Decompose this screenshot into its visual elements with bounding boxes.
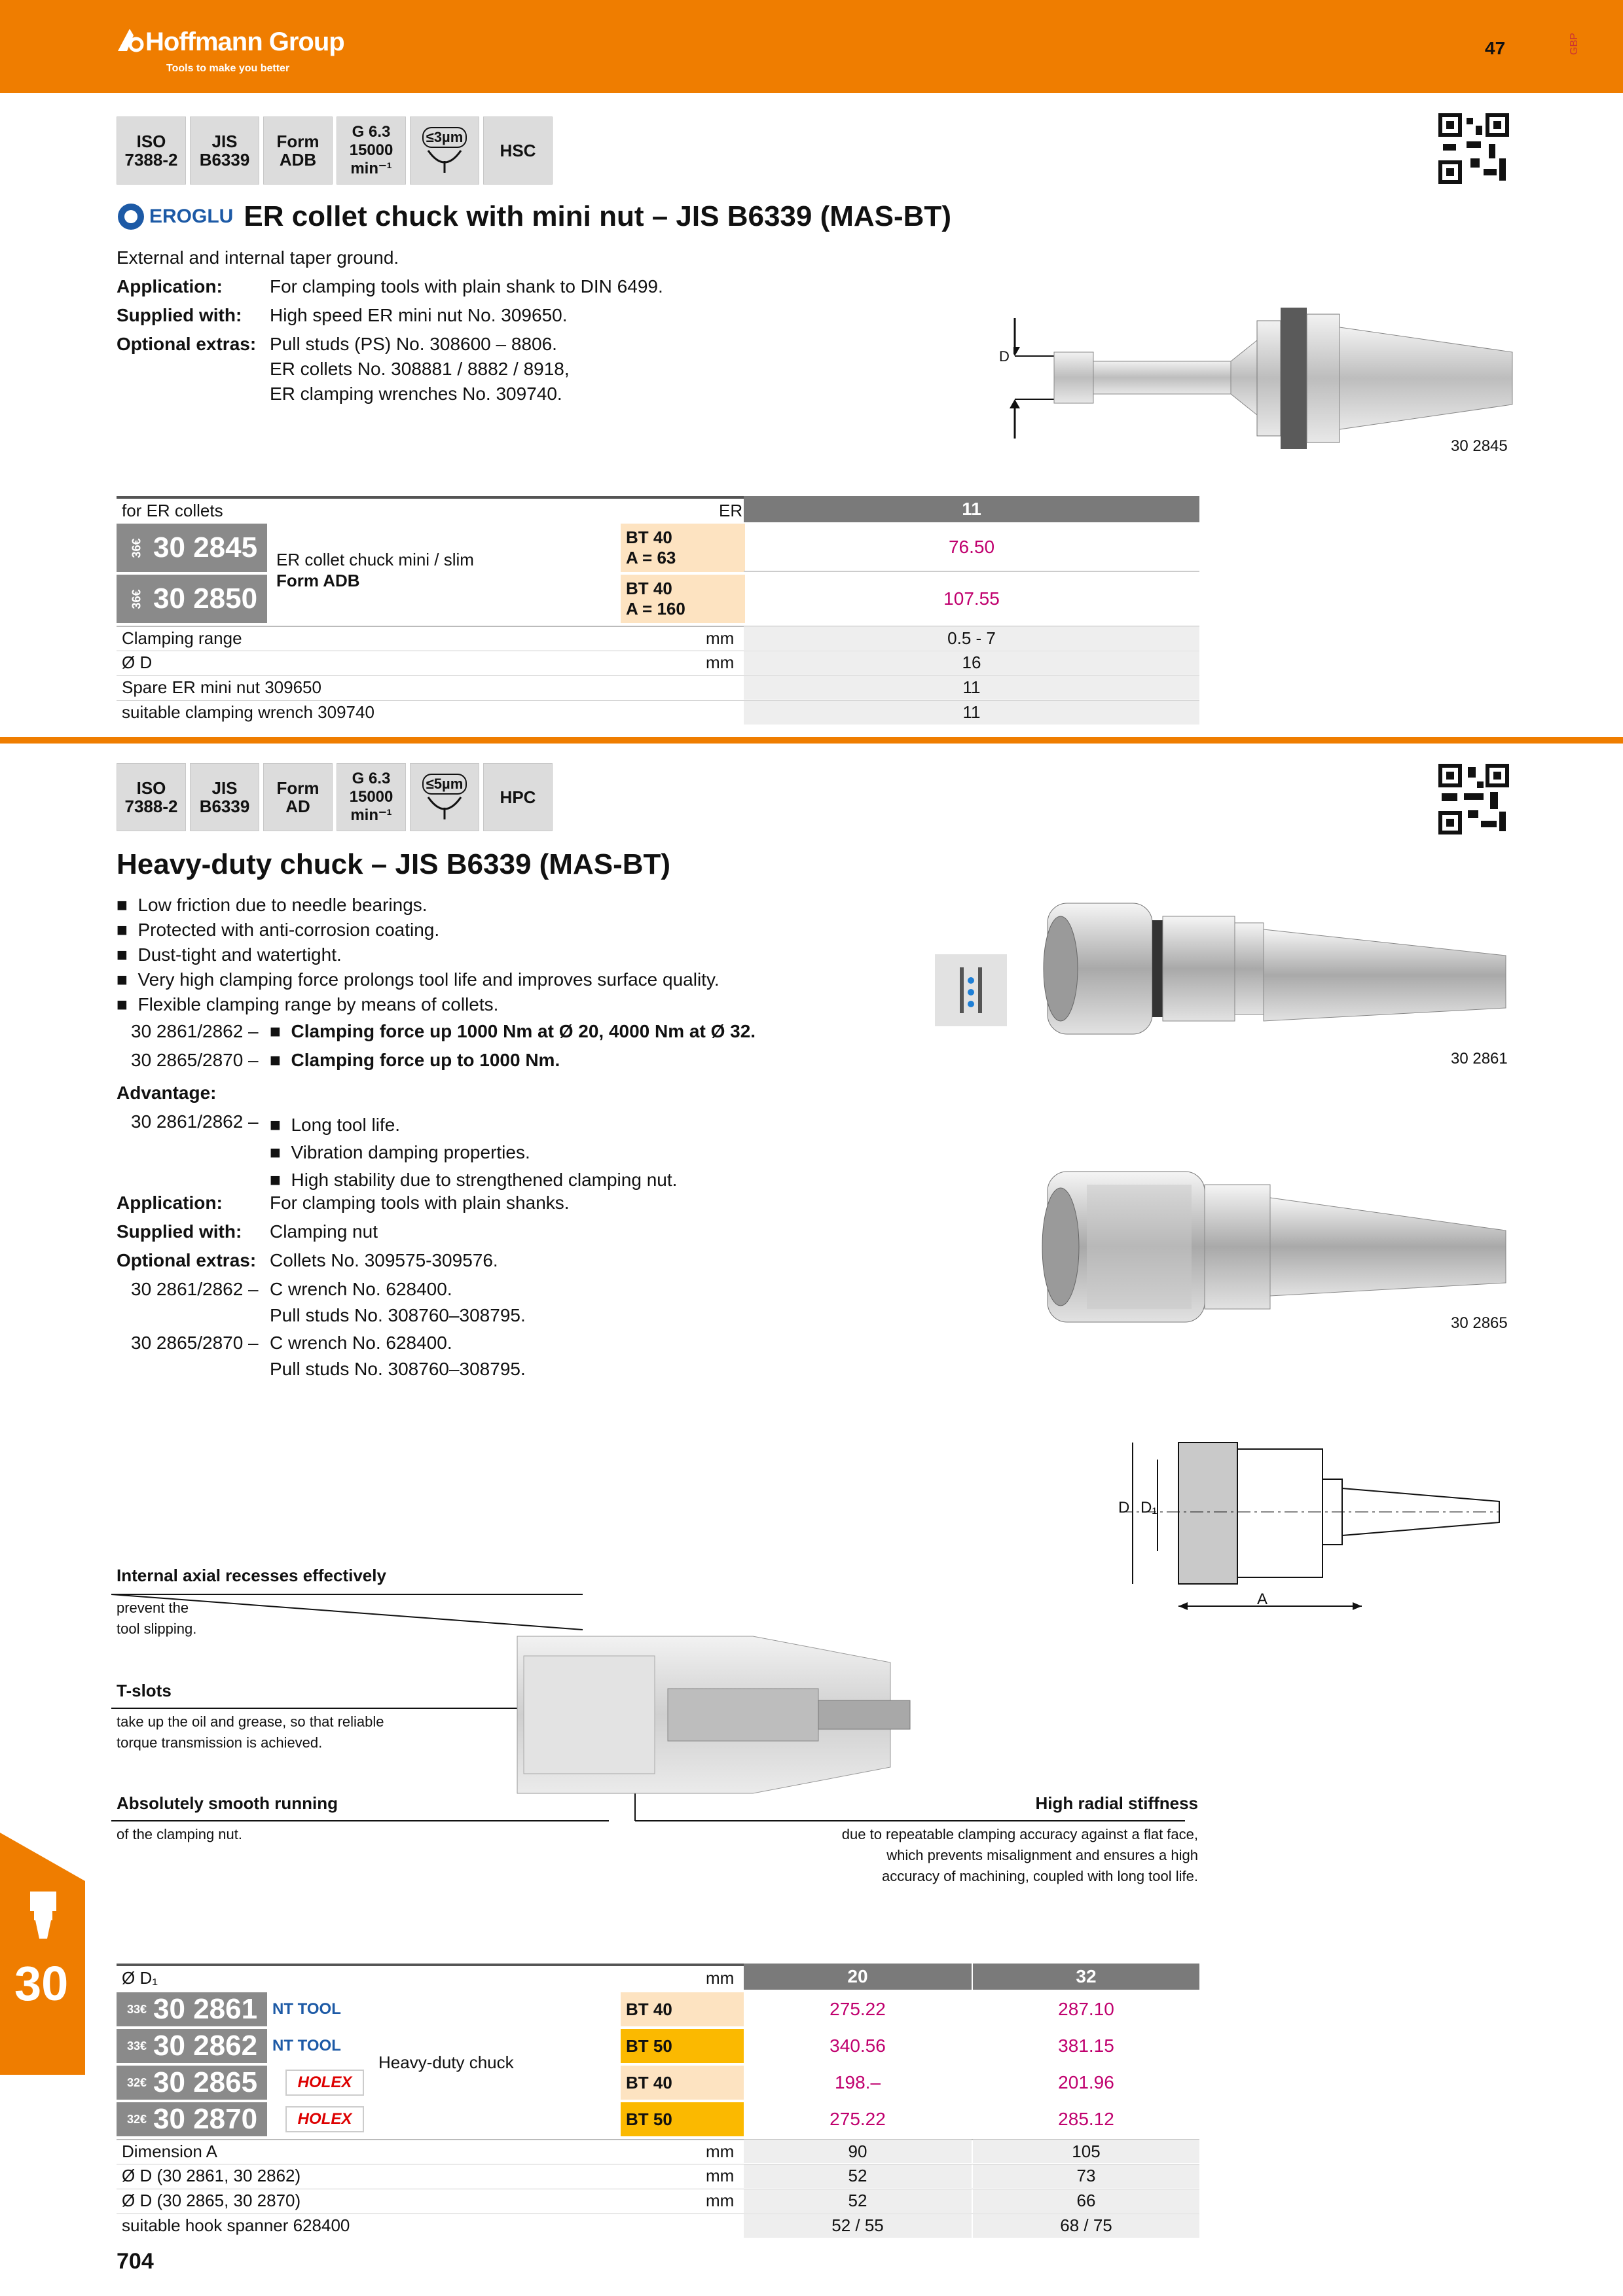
- list-item: ■ Protected with anti-corrosion coating.: [117, 920, 440, 940]
- spec-iso: ISO 7388-2: [117, 117, 186, 185]
- image-label-302865: 30 2865: [1451, 1314, 1508, 1332]
- application-text: For clamping tools with plain shank to DIN 6499.: [270, 276, 663, 296]
- supplied-text: High speed ER mini nut No. 309650.: [270, 305, 568, 325]
- hoffmann-logo-icon: [115, 25, 144, 54]
- table1-bt-1: BT 40 A = 63: [621, 524, 745, 572]
- table1-head-label: for ER collets: [117, 496, 745, 522]
- advantage-label: Advantage:: [117, 1083, 217, 1103]
- table2-bt: BT 40: [621, 2066, 744, 2100]
- image-label-302845: 30 2845: [1451, 437, 1508, 455]
- table2-bt: BT 40: [621, 1992, 744, 2026]
- callout-1-text-2: tool slipping.: [117, 1621, 197, 1637]
- callout-2-title: T-slots: [117, 1681, 172, 1700]
- table2-row: Dimension A mm 90 105: [117, 2139, 1199, 2162]
- image-label-302861: 30 2861: [1451, 1050, 1508, 1067]
- table2-desc: Heavy-duty chuck: [378, 2053, 514, 2072]
- optional-prefix-a: 30 2861/2862 –: [131, 1279, 259, 1299]
- heavy-duty-chuck-image-1: [1034, 890, 1519, 1047]
- product-table-1: [117, 496, 1199, 720]
- spec-strip-2: [117, 763, 553, 831]
- er-collet-chuck-image: [995, 275, 1519, 484]
- section1-intro: External and internal taper ground.: [117, 247, 399, 268]
- callout-4-text-1: due to repeatable clamping accuracy against a flat face,: [841, 1826, 1198, 1842]
- price-302862-20[interactable]: 340.56: [830, 2036, 886, 2056]
- price-302861-20[interactable]: 275.22: [830, 1999, 886, 2019]
- spec-hsc: HSC: [483, 117, 553, 185]
- feature-list: [117, 893, 720, 1017]
- callout-1-text-1: prevent the: [117, 1600, 189, 1616]
- table1-row: Ø D mm 16: [117, 651, 1199, 674]
- callout-4-text-2: which prevents misalignment and ensures a high: [886, 1847, 1198, 1863]
- language-code: GBP: [1569, 33, 1580, 55]
- brand-nt-tool: NT TOOL: [272, 2000, 341, 2018]
- force-prefix-1: 30 2861/2862 –: [131, 1021, 259, 1041]
- article-number[interactable]: 32€ 30 2870: [117, 2102, 267, 2136]
- spec-runout: [410, 763, 479, 831]
- table2-head-unit: mm: [706, 1964, 744, 1990]
- spec-form: Form AD: [263, 763, 333, 831]
- article-number[interactable]: 33€ 30 2861: [117, 1992, 267, 2026]
- heavy-duty-chuck-image-2: [1034, 1158, 1519, 1335]
- optional-label: Optional extras:: [117, 334, 257, 354]
- optional-b-1: C wrench No. 628400.: [270, 1333, 452, 1353]
- supplied-text: Clamping nut: [270, 1221, 378, 1242]
- table2-row: Ø D (30 2861, 30 2862) mm 52 73: [117, 2164, 1199, 2187]
- optional-text-2: ER collets No. 308881 / 8882 / 8918,: [270, 359, 570, 379]
- optional-b-2: Pull studs No. 308760–308795.: [270, 1359, 526, 1379]
- price-302850[interactable]: 107.55: [943, 588, 1000, 609]
- spec-iso: ISO 7388-2: [117, 763, 186, 831]
- callout-1-title: Internal axial recesses effectively: [117, 1566, 386, 1585]
- callout-2-text-1: take up the oil and grease, so that reliable: [117, 1713, 384, 1730]
- eroglu-logo: EROGLU: [117, 202, 233, 231]
- price-302862-32[interactable]: 381.15: [1058, 2036, 1114, 2056]
- dimension-a-label: A: [1257, 1590, 1268, 1608]
- table1-row: suitable clamping wrench 309740 11: [117, 700, 1199, 724]
- eroglu-logo-icon: [117, 202, 145, 231]
- article-number[interactable]: 36€ 30 2850: [117, 575, 267, 623]
- price-302865-20[interactable]: 198.–: [834, 2072, 881, 2092]
- chapter-number: 30: [14, 1956, 69, 2011]
- table2-row: suitable hook spanner 628400 52 / 55 68 / 75: [117, 2214, 1199, 2237]
- runout-icon: [422, 795, 467, 821]
- dimension-d1-label: D₁: [1140, 1499, 1158, 1516]
- article-number[interactable]: 36€ 30 2845: [117, 524, 267, 572]
- table1-desc-1: ER collet chuck mini / slim: [276, 550, 474, 569]
- application-text: For clamping tools with plain shanks.: [270, 1193, 570, 1213]
- table2-bt: BT 50: [621, 2102, 744, 2136]
- supplied-label: Supplied with:: [117, 305, 242, 325]
- brand-name[interactable]: Hoffmann Group: [145, 27, 344, 56]
- table2-head-label: Ø D₁: [117, 1964, 744, 1990]
- list-item: ■ Very high clamping force prolongs tool life and improves surface quality.: [117, 969, 720, 990]
- qr-code-icon[interactable]: [1438, 763, 1510, 835]
- section1-title-row: [117, 200, 951, 233]
- table1-row: Spare ER mini nut 309650 11: [117, 675, 1199, 699]
- force-text-2: ■ Clamping force up to 1000 Nm.: [270, 1050, 560, 1070]
- optional-prefix-b: 30 2865/2870 –: [131, 1333, 259, 1353]
- qr-code-icon[interactable]: [1438, 113, 1510, 185]
- list-item: ■ Vibration damping properties.: [270, 1142, 530, 1162]
- list-item: ■ Dust-tight and watertight.: [117, 944, 342, 965]
- price-302865-32[interactable]: 201.96: [1058, 2072, 1114, 2092]
- price-302870-20[interactable]: 275.22: [830, 2109, 886, 2129]
- table2-row: Ø D (30 2865, 30 2870) mm 52 66: [117, 2189, 1199, 2212]
- callout-3-title: Absolutely smooth running: [117, 1793, 338, 1813]
- coolant-icon: [935, 954, 1007, 1026]
- callout-4-title: High radial stiffness: [1035, 1793, 1198, 1813]
- section-divider: [0, 737, 1623, 744]
- callout-4-text-3: accuracy of machining, coupled with long tool life.: [881, 1868, 1198, 1884]
- spec-balance: G 6.3 15000 min⁻¹: [337, 117, 406, 185]
- price-302845[interactable]: 76.50: [744, 524, 1199, 572]
- list-item: ■ Long tool life.: [270, 1115, 401, 1135]
- list-item: ■ Low friction due to needle bearings.: [117, 895, 428, 915]
- spec-form: Form ADB: [263, 117, 333, 185]
- table1-head-er: ER: [719, 496, 745, 522]
- application-label: Application:: [117, 1193, 223, 1213]
- table1-row: Clamping range mm 0.5 - 7: [117, 626, 1199, 649]
- table2-head-20: 20: [744, 1964, 972, 1990]
- brand-tagline: Tools to make you better: [166, 63, 290, 74]
- table2-bt: BT 50: [621, 2029, 744, 2063]
- list-item: ■ Flexible clamping range by means of collets.: [117, 994, 499, 1014]
- application-label: Application:: [117, 276, 223, 296]
- brand-holex: HOLEX: [285, 2106, 364, 2132]
- brand-nt-tool: NT TOOL: [272, 2037, 341, 2054]
- spec-strip-1: [117, 117, 553, 185]
- dimension-d-label: D: [995, 347, 1013, 367]
- advantage-list: [270, 1111, 677, 1194]
- optional-text-1: Pull studs (PS) No. 308600 – 8806.: [270, 334, 557, 354]
- optional-text: Collets No. 309575-309576.: [270, 1250, 498, 1270]
- spec-jis: JIS B6339: [190, 763, 259, 831]
- table1-desc-2: Form ADB: [276, 571, 360, 590]
- spec-hpc: HPC: [483, 763, 553, 831]
- spec-jis: JIS B6339: [190, 117, 259, 185]
- spec-balance: G 6.3 15000 min⁻¹: [337, 763, 406, 831]
- callout-2-text-2: torque transmission is achieved.: [117, 1734, 323, 1751]
- runout-label: ≤5µm: [422, 774, 467, 795]
- optional-label: Optional extras:: [117, 1250, 257, 1270]
- optional-text-3: ER clamping wrenches No. 309740.: [270, 384, 562, 404]
- section1-title: ER collet chuck with mini nut – JIS B6339 (MAS-BT): [244, 200, 951, 232]
- runout-label: ≤3µm: [422, 127, 467, 148]
- advantage-prefix: 30 2861/2862 –: [131, 1111, 259, 1132]
- optional-a-1: C wrench No. 628400.: [270, 1279, 452, 1299]
- force-text-1: ■ Clamping force up 1000 Nm at Ø 20, 4000 Nm at Ø 32.: [270, 1021, 756, 1041]
- list-item: ■ High stability due to strengthened clamping nut.: [270, 1170, 678, 1190]
- supplied-label: Supplied with:: [117, 1221, 242, 1242]
- chuck-chapter-icon: [25, 1889, 62, 1941]
- table1-head-size: 11: [744, 496, 1199, 522]
- dimension-d-label: D: [1118, 1499, 1130, 1516]
- price-302870-32[interactable]: 285.12: [1058, 2109, 1114, 2129]
- brand-holex: HOLEX: [285, 2070, 364, 2096]
- callout-3-text: of the clamping nut.: [117, 1826, 243, 1842]
- table2-head-32: 32: [973, 1964, 1199, 1990]
- force-prefix-2: 30 2865/2870 –: [131, 1050, 259, 1070]
- price-302861-32[interactable]: 287.10: [1058, 1999, 1114, 2019]
- product-table-2: [117, 1964, 1199, 2238]
- page-number-top: 47: [1485, 38, 1506, 58]
- chapter-tab[interactable]: [0, 1833, 85, 2075]
- spec-runout: [410, 117, 479, 185]
- cutaway-illustration: [111, 1558, 1211, 1859]
- article-number[interactable]: 33€ 30 2862: [117, 2029, 267, 2063]
- page-number-bottom: 704: [117, 2249, 154, 2274]
- article-number[interactable]: 32€ 30 2865: [117, 2066, 267, 2100]
- optional-a-2: Pull studs No. 308760–308795.: [270, 1305, 526, 1325]
- runout-icon: [422, 148, 467, 174]
- section2-title: Heavy-duty chuck – JIS B6339 (MAS-BT): [117, 848, 671, 880]
- table1-bt-2: BT 40 A = 160: [621, 575, 745, 623]
